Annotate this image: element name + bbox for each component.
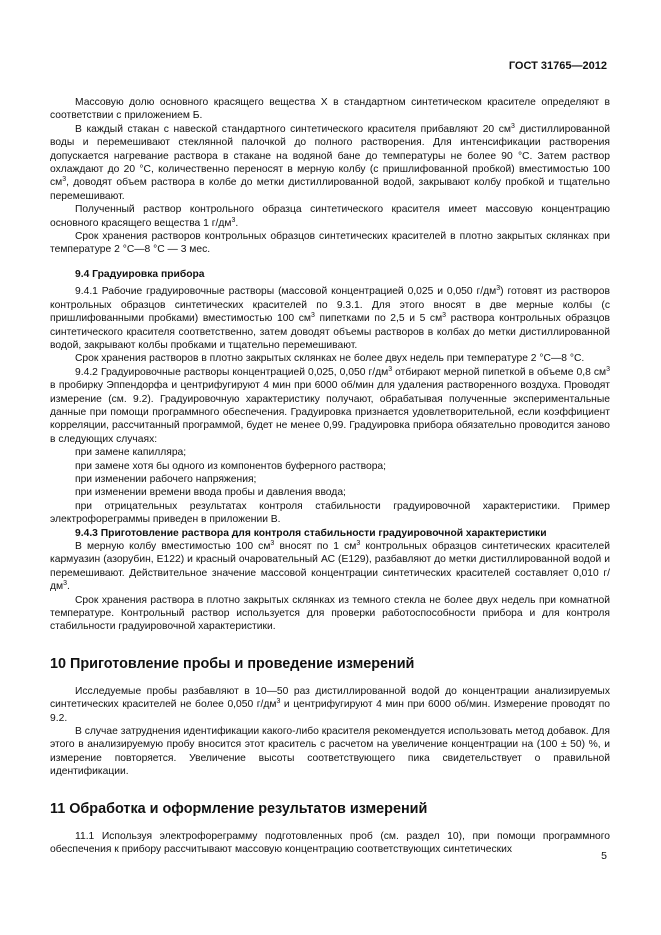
list-item: при замене хотя бы одного из компонентов буферного раствора; [75,460,387,472]
paragraph: при отрицательных результатах контроля стабильности градуировочной характеристики. Пример электрофореграммы приведен в приложении В. [50,500,610,526]
list-item: при изменении времени ввода пробы и давления ввода; [75,487,346,499]
page-number: 5 [601,850,607,862]
list-item: при замене капилляра; [75,447,187,459]
document-body [50,96,610,857]
paragraph: Полученный раствор контрольного образца синтетического красителя имеет массовую концентрацию основного красящего вещества 1 $г/дм^3$. [50,204,610,229]
paragraph: В каждый стакан с навеской стандартного синтетического красителя прибавляют 20 $см^3$ дистиллированной воды и перемешивают стеклянной палочкой до полного растворения. Для интенсификации растворения допускается нагревание раствора в стакане на водяной бане до температуры не более 90 °С. Затем раствор охлаждают до 20 °С, количественно переносят в мерную колбу (с пришлифованной пробкой) вместимостью 100 $см^3$, доводят объем раствора в колбе до метки дистиллированной водой, закрывают колбу пробкой и тщательно перемешивают. [50,122,610,202]
paragraph: Срок хранения растворов в плотно закрытых склянках не более двух недель при температуре 2 °С—8 °С. [75,353,585,365]
subsection-heading-9-4: 9.4 Градуировка прибора [75,268,205,280]
section-heading-10: 10 Приготовление пробы и проведение измерений [50,655,415,672]
paragraph: В случае затруднения идентификации какого-либо красителя рекомендуется использовать метод добавок. Для этого в анализируемую пробу вносится этот краситель с расчетом на увеличение концентрации на (100 ± 50) %, и измерение повторяется. Увеличение высоты соответствующего пика свидетельствует о правильной идентификации. [50,726,610,778]
standard-header: ГОСТ 31765—2012 [508,60,607,72]
paragraph: 9.4.2 Градуировочные растворы концентрацией 0,025, 0,050 $г/дм^3$ отбирают мерной пипеткой в объеме 0,8 $см^3$ в пробирку Эппендорфа и центрифугируют 4 мин при 6000 об/мин для удаления растворенного воздуха. Проводят измерение (см. 9.2). Градуировочную характеристику получают, обрабатывая полученные экспериментальные данные при помощи программного обеспечения. Градуировка признается удовлетворительной, если коэффициент корреляции, рассчитанный программой, будет не менее 0,99. Градуировка прибора обязательно проводится заново в следующих случаях: [50,365,610,445]
paragraph: Срок хранения раствора в плотно закрытых склянках из темного стекла не более двух недель при комнатной температуре. Контрольный раствор используется для проверки работоспособности прибора и для контроля стабильности градуировочной характеристики. [50,594,610,633]
paragraph: Срок хранения растворов контрольных образцов синтетических красителей в плотно закрытых склянках при температуре 2 °С—8 °С — 3 мес. [50,231,610,256]
paragraph: Массовую долю основного красящего вещества X в стандартном синтетическом красителе определяют в соответствии с приложением Б. [50,97,610,122]
list-item: при изменении рабочего напряжения; [75,473,257,485]
paragraph: В мерную колбу вместимостью 100 $см^3$ вносят по 1 $см^3$ контрольных образцов синтетических красителей кармуазин (азорубин, Е122) и красный очаровательный АС (Е129), разбавляют до метки дистиллированной водой и перемешивают. Действительное значение массовой концентрации синтетических красителей составляет 0,010 $г/дм^3$. [50,540,610,593]
paragraph: 9.4.1 Рабочие градуировочные растворы (массовой концентрацией 0,025 и 0,050 $г/дм^3$) готовят из растворов контрольных образцов синтетических красителей по 9.3.1. Для этого вносят в две мерные колбы (с пришлифованными пробками) вместимостью 100 $см^3$ пипетками по 2,5 и 5 $см^3$ раствора контрольных образцов синтетического красителя соответственно, затем доводят объемы растворов в колбах до метки дистиллированной водой, закрывают колбы пробками и тщательно перемешивают. [50,285,611,351]
paragraph: 11.1 Используя электрофореграмму подготовленных проб (см. раздел 10), при помощи программного обеспечения к прибору рассчитывают массовую концентрацию соответствующих синтетических [50,830,610,856]
section-heading-11: 11 Обработка и оформление результатов измерений [50,800,428,817]
paragraph: Исследуемые пробы разбавляют в 10—50 раз дистиллированной водой до концентрации анализируемых синтетических красителей не более 0,050 $г/дм^3$ и центрифугируют 4 мин при 6000 об/мин. Измерение проводят по 9.2. [50,685,610,724]
subsection-heading-9-4-3: 9.4.3 Приготовление раствора для контроля стабильности градуировочной характеристики [75,527,547,539]
